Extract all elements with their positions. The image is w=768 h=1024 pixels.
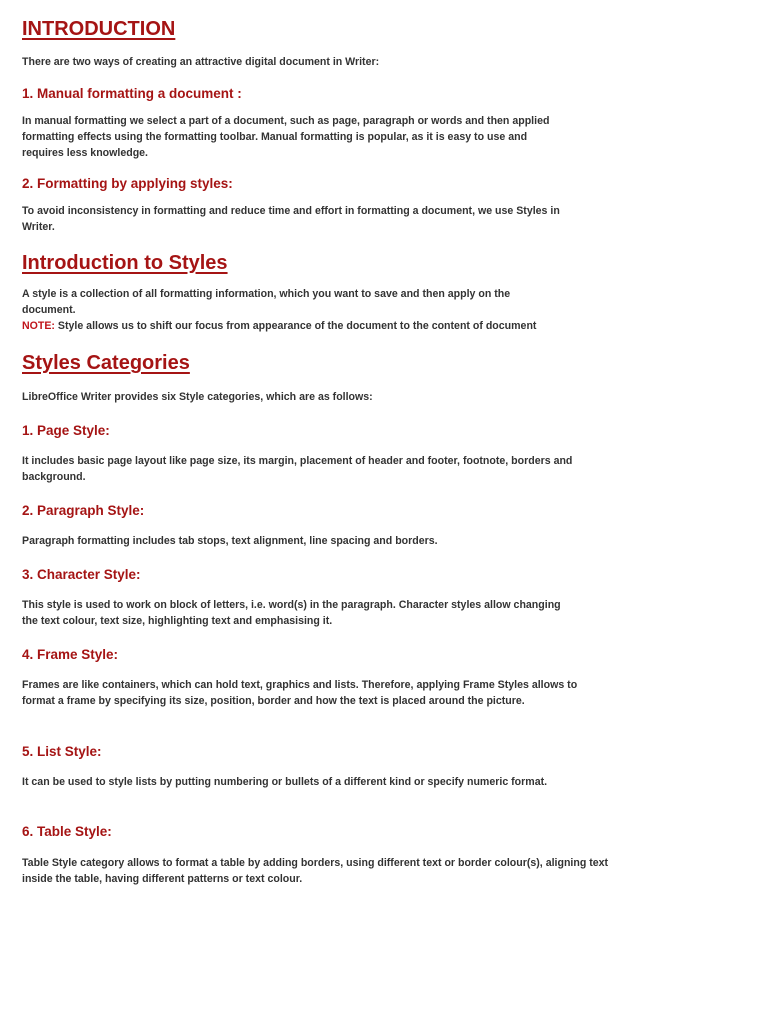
applying-styles-heading: 2. Formatting by applying styles:	[22, 176, 233, 191]
page-style-heading: 1. Page Style:	[22, 423, 110, 438]
style-definition-paragraph: A style is a collection of all formatting information, which you want to save and then apply on the document.	[22, 288, 511, 316]
introduction-heading: INTRODUCTION	[22, 18, 176, 40]
styles-categories-heading: Styles Categories	[22, 352, 190, 374]
list-style-paragraph: It can be used to style lists by putting numbering or bullets of a different kind or specify numeric format.	[22, 776, 548, 788]
manual-formatting-paragraph: In manual formatting we select a part of a document, such as page, paragraph or words and then applied formatting effects using the formatting toolbar. Manual formatting is popular, as it is easy to use and requires less knowledge.	[22, 115, 550, 159]
introduction-to-styles-heading: Introduction to Styles	[22, 252, 228, 274]
introduction-lead: There are two ways of creating an attractive digital document in Writer:	[22, 56, 380, 68]
applying-styles-paragraph: To avoid inconsistency in formatting and reduce time and effort in formatting a document, we use Styles in Writer.	[22, 205, 560, 233]
frame-style-paragraph: Frames are like containers, which can hold text, graphics and lists. Therefore, applying Frame Styles allows to format a frame by specifying its size, position, border and how the text is placed around the picture.	[22, 679, 578, 707]
table-style-heading: 6. Table Style:	[22, 824, 112, 839]
character-style-paragraph: This style is used to work on block of letters, i.e. word(s) in the paragraph. Character styles allow changing the text colour, text size, highlighting text and emphasising it.	[22, 599, 561, 627]
note-text: Style allows us to shift our focus from appearance of the document to the content of document	[57, 320, 537, 332]
page-style-paragraph: It includes basic page layout like page size, its margin, placement of header and footer, footnote, borders and background.	[22, 455, 573, 483]
character-style-heading: 3. Character Style:	[22, 567, 141, 582]
paragraph-style-heading: 2. Paragraph Style:	[22, 503, 145, 518]
table-style-paragraph: Table Style category allows to format a table by adding borders, using different text or border colour(s), aligning text inside the table, having different patterns or text colour.	[22, 857, 609, 885]
list-style-heading: 5. List Style:	[22, 744, 102, 759]
note-paragraph	[22, 318, 722, 334]
frame-style-heading: 4. Frame Style:	[22, 647, 119, 662]
manual-formatting-heading: 1. Manual formatting a document :	[22, 86, 242, 101]
styles-categories-lead: LibreOffice Writer provides six Style categories, which are as follows:	[22, 391, 373, 403]
note-label: NOTE:	[22, 320, 55, 332]
paragraph-style-paragraph: Paragraph formatting includes tab stops, text alignment, line spacing and borders.	[22, 535, 438, 547]
